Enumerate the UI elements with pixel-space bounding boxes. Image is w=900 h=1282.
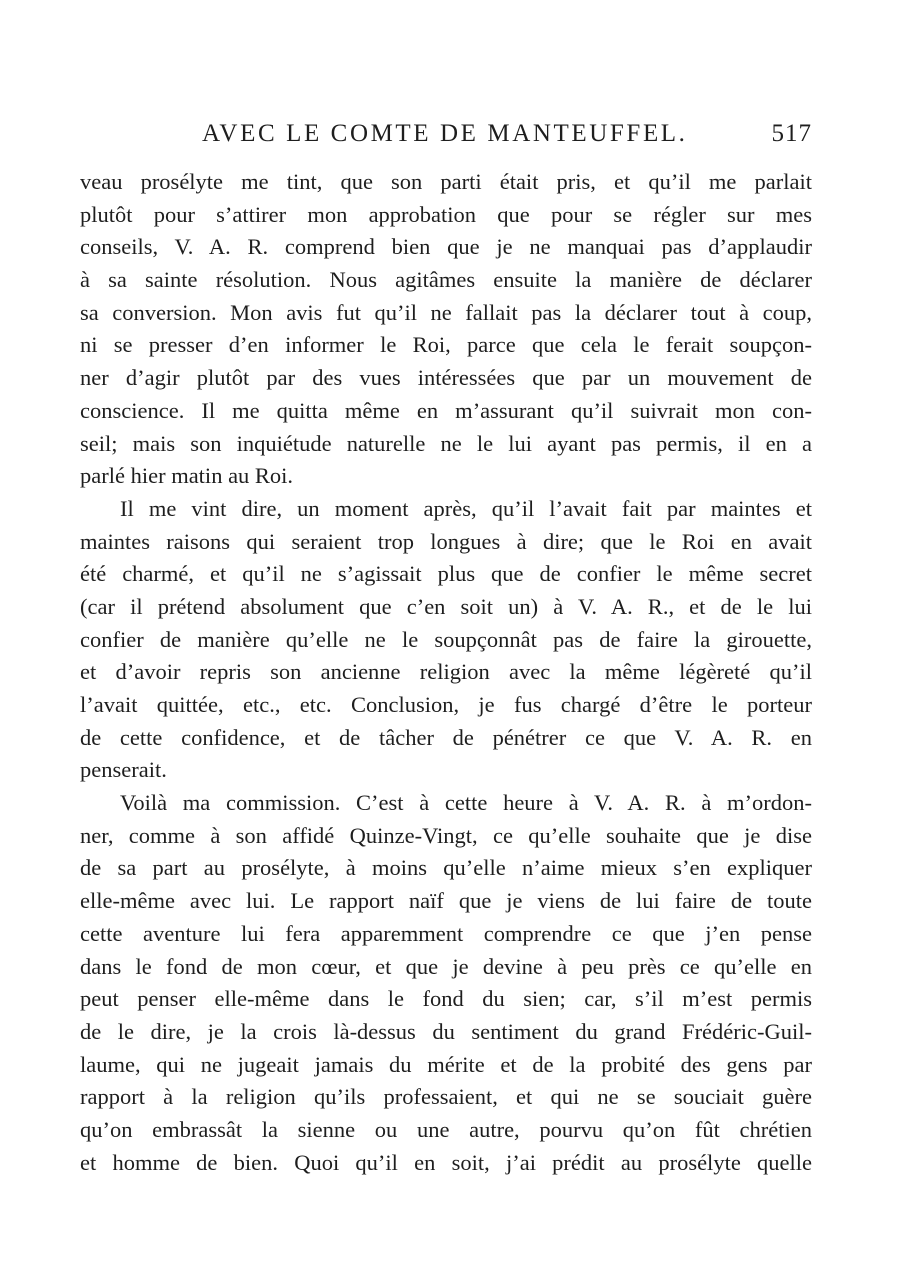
running-head xyxy=(80,116,812,152)
text-line: et d’avoir repris son ancienne religion avec la même légèreté qu’il xyxy=(80,659,812,685)
paragraph xyxy=(80,493,812,787)
page-number: 517 xyxy=(771,120,812,147)
text-line: ner, comme à son affidé Quinze-Vingt, ce qu’elle souhaite que je dise xyxy=(80,822,812,848)
text-line: conscience. Il me quitta même en m’assurant qu’il suivrait mon con- xyxy=(80,397,812,423)
text-line: conseils, V. A. R. comprend bien que je ne manquai pas d’applaudir xyxy=(80,234,812,260)
paragraph xyxy=(80,166,812,493)
text-line: Il me vint dire, un moment après, qu’il l’avait fait par maintes et xyxy=(120,495,812,521)
text-line: plutôt pour s’attirer mon approbation que pour se régler sur mes xyxy=(80,201,812,227)
text-line: de sa part au prosélyte, à moins qu’elle n’aime mieux s’en expliquer xyxy=(80,855,812,881)
running-title: AVEC LE COMTE DE MANTEUFFEL. xyxy=(202,120,688,147)
text-line: Voilà ma commission. C’est à cette heure à V. A. R. à m’ordon- xyxy=(120,790,812,816)
text-line: été charmé, et qu’il ne s’agissait plus que de confier le même secret xyxy=(80,561,812,587)
text-line: ni se presser d’en informer le Roi, parce que cela le ferait soupçon- xyxy=(80,332,812,358)
text-line: penserait. xyxy=(80,757,167,783)
text-line: rapport à la religion qu’ils professaient, et qui ne se souciait guère xyxy=(80,1084,812,1110)
text-line: veau prosélyte me tint, que son parti était pris, et qu’il me parlait xyxy=(80,169,812,194)
text-line: cette aventure lui fera apparemment comprendre ce que j’en pense xyxy=(80,920,812,946)
text-line: ner d’agir plutôt par des vues intéressées que par un mouvement de xyxy=(80,365,812,391)
text-line: laume, qui ne jugeait jamais du mérite et de la probité des gens par xyxy=(80,1051,812,1077)
text-line: confier de manière qu’elle ne le soupçonnât pas de faire la girouette, xyxy=(80,626,812,652)
text-line: à sa sainte résolution. Nous agitâmes ensuite la manière de déclarer xyxy=(80,267,812,293)
body-text xyxy=(80,166,812,1179)
text-line: (car il prétend absolument que c’en soit un) à V. A. R., et de le lui xyxy=(80,593,812,619)
text-line: de le dire, je la crois là-dessus du sentiment du grand Frédéric-Guil- xyxy=(80,1018,812,1044)
text-line: et homme de bien. Quoi qu’il en soit, j’ai prédit au prosélyte quelle xyxy=(80,1149,812,1175)
text-line: sa conversion. Mon avis fut qu’il ne fallait pas la déclarer tout à coup, xyxy=(80,299,812,325)
text-line: peut penser elle-même dans le fond du sien; car, s’il m’est permis xyxy=(80,986,812,1012)
text-line: maintes raisons qui seraient trop longues à dire; que le Roi en avait xyxy=(80,528,812,554)
paragraph xyxy=(80,787,812,1179)
text-line: qu’on embrassât la sienne ou une autre, pourvu qu’on fût chrétien xyxy=(80,1116,812,1142)
text-line: elle-même avec lui. Le rapport naïf que je viens de lui faire de toute xyxy=(80,888,812,914)
text-line: parlé hier matin au Roi. xyxy=(80,463,294,489)
text-line: dans le fond de mon cœur, et que je devine à peu près ce qu’elle en xyxy=(80,953,812,979)
text-line: de cette confidence, et de tâcher de pénétrer ce que V. A. R. en xyxy=(80,724,812,750)
text-line: l’avait quittée, etc., etc. Conclusion, je fus chargé d’être le porteur xyxy=(80,692,812,717)
text-line: seil; mais son inquiétude naturelle ne le lui ayant pas permis, il en a xyxy=(80,430,812,456)
